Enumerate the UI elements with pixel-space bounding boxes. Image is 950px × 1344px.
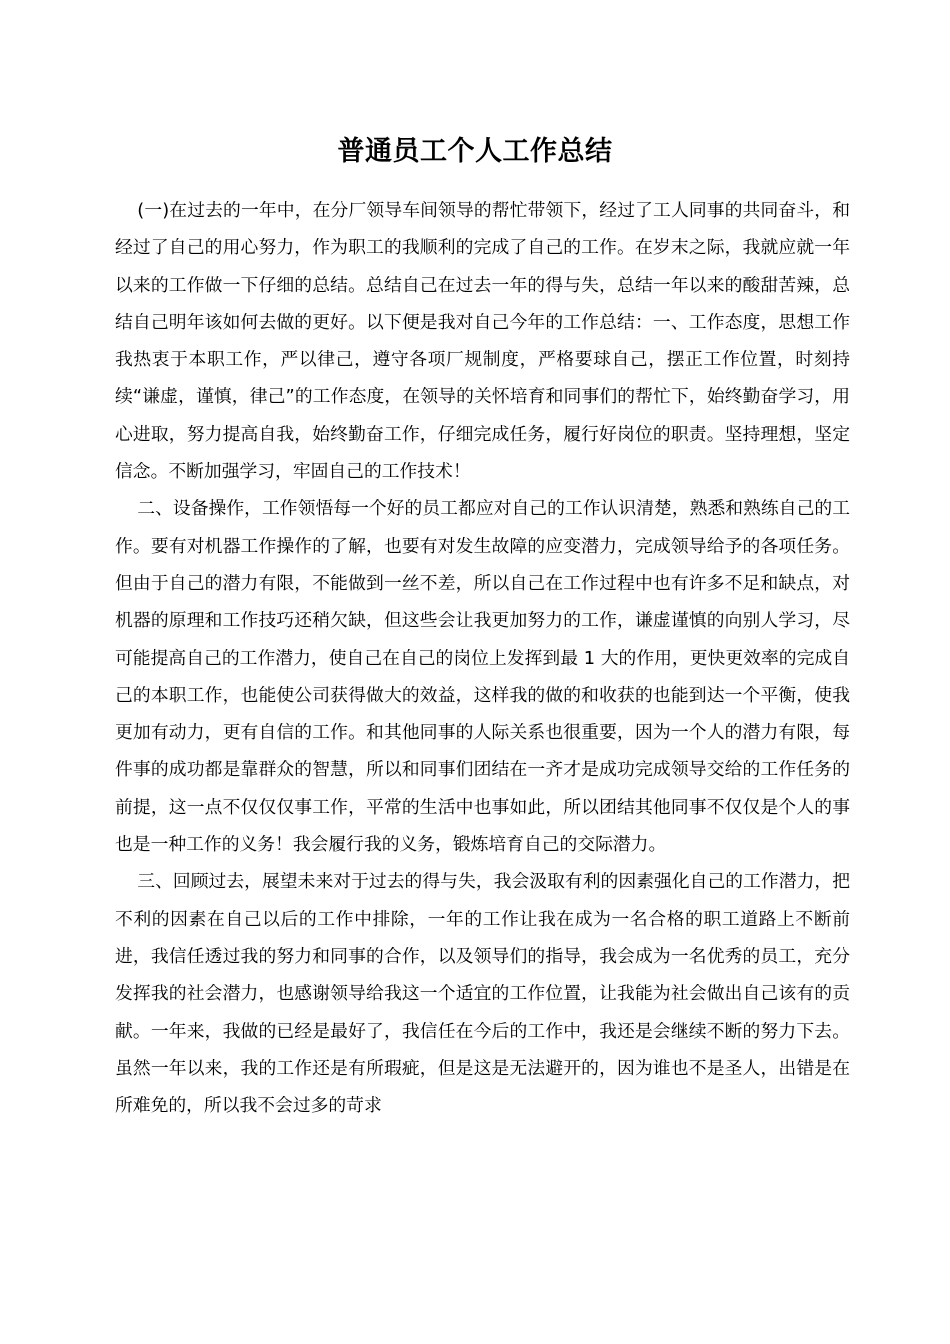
document-body [115,192,850,1124]
paragraph-equipment-operation: 二、设备操作，工作领悟每一个好的员工都应对自己的工作认识清楚，熟悉和熟练自己的工作。要有对机器工作操作的了解，也要有对发生故障的应变潜力，完成领导给予的各项任务。但由于自己的潜力有限，不能做到一丝不差，所以自己在工作过程中也有许多不足和缺点，对机器的原理和工作技巧还稍欠缺，但这些会让我更加努力的工作，谦虚谨慎的向别人学习，尽可能提高自己的工作潜力，使自己在自己的岗位上发挥到最 1 大的作用，更快更效率的完成自己的本职工作，也能使公司获得做大的效益，这样我的做的和收获的也能到达一个平衡，使我更加有动力，更有自信的工作。和其他同事的人际关系也很重要，因为一个人的潜力有限，每件事的成功都是靠群众的智慧，所以和同事们团结在一齐才是成功完成领导交给的工作任务的前提，这一点不仅仅仅事工作，平常的生活中也事如此，所以团结其他同事不仅仅是个人的事也是一种工作的义务！我会履行我的义务，锻炼培育自己的交际潜力。 [115,498,850,856]
paragraph-review-outlook: 三、回顾过去，展望未来对于过去的得与失，我会汲取有利的因素强化自己的工作潜力，把不利的因素在自己以后的工作中排除，一年的工作让我在成为一名合格的职工道路上不断前进，我信任透过我的努力和同事的合作，以及领导们的指导，我会成为一名优秀的员工，充分发挥我的社会潜力，也感谢领导给我这一个适宜的工作位置，让我能为社会做出自己该有的贡献。一年来，我做的已经是最好了，我信任在今后的工作中，我还是会继续不断的努力下去。虽然一年以来，我的工作还是有所瑕疵，但是这是无法避开的，因为谁也不是圣人，出错是在所难免的，所以我不会过多的苛求 [115,871,850,1117]
document-title: 普通员工个人工作总结 [337,136,613,167]
paragraph-intro: (一)在过去的一年中，在分厂领导车间领导的帮忙带领下，经过了工人同事的共同奋斗，和经过了自己的用心努力，作为职工的我顺利的完成了自己的工作。在岁末之际，我就应就一年以来的工作做一下仔细的总结。总结自己在过去一年的得与失，总结一年以来的酸甜苦辣，总结自己明年该如何去做的更好。以下便是我对自己今年的工作总结：一、工作态度，思想工作我热衷于本职工作，严以律己，遵守各项厂规制度，严格要球自己，摆正工作位置，时刻持续“谦虚，谨慎，律己”的工作态度，在领导的关怀培育和同事们的帮忙下，始终勤奋学习，用心进取，努力提高自我，始终勤奋工作，仔细完成任务，履行好岗位的职责。坚持理想，坚定信念。不断加强学习，牢固自己的工作技术！ [115,200,850,483]
